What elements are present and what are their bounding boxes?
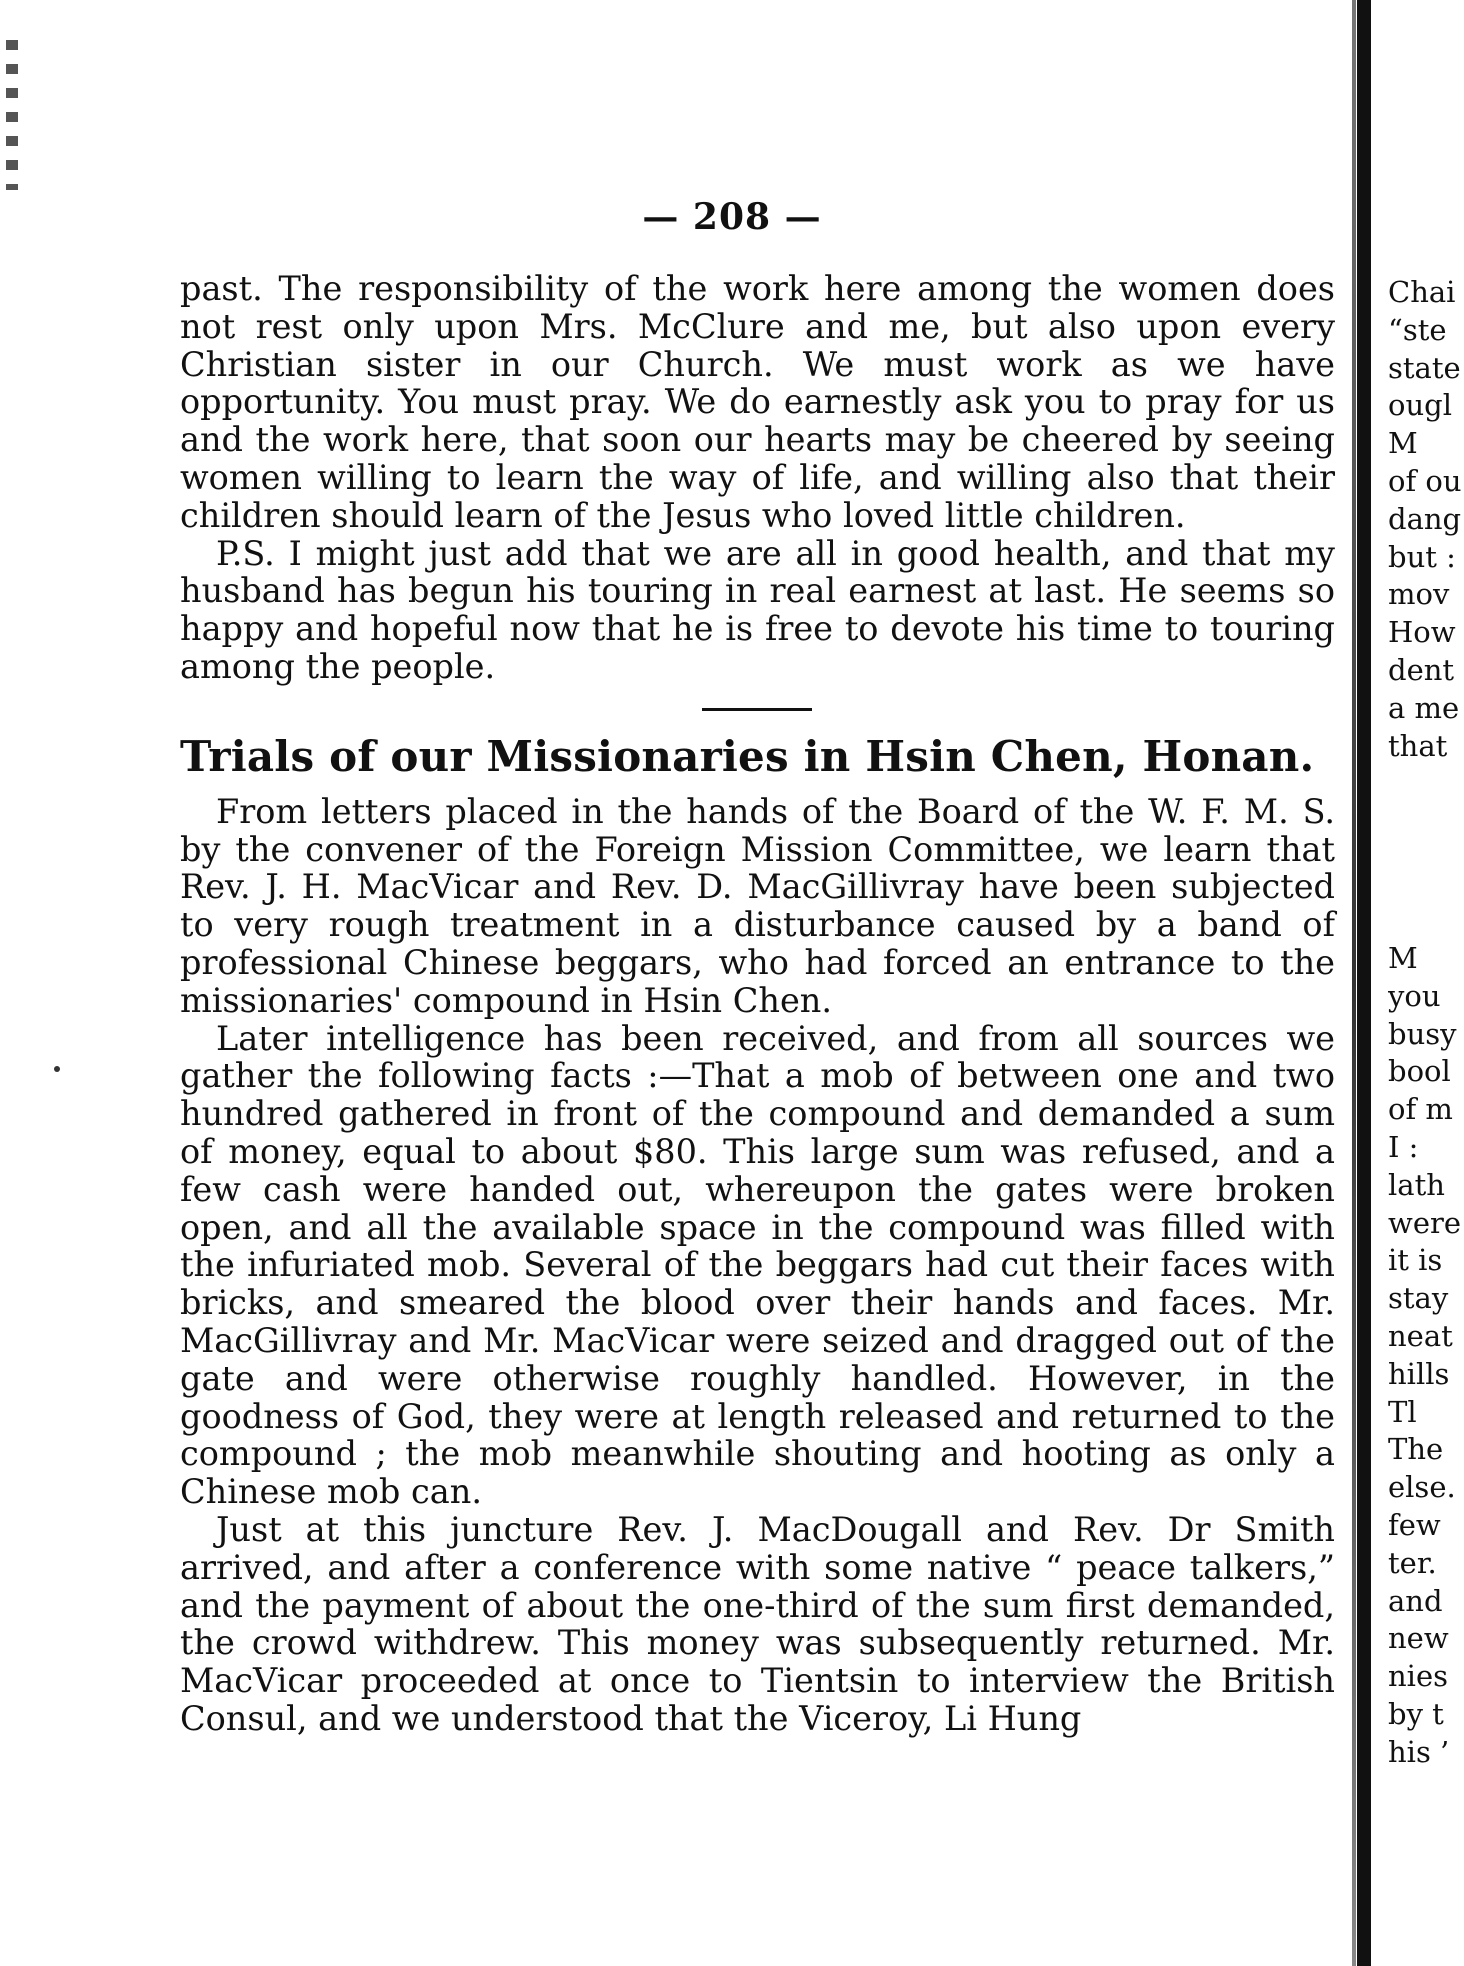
adjacent-line: The <box>1388 1432 1444 1467</box>
adjacent-page-fragment-bottom <box>1388 940 1464 1772</box>
adjacent-line: but : <box>1388 539 1456 574</box>
paragraph-letters: From letters placed in the hands of the Board of the W. F. M. S. by the convener of the Foreign Mission Committee, we learn that Rev. J. H. MacVicar and Rev. D. MacGillivray have been subjected to very rough treatment in a disturbance caused by a band of professional Chinese beggars, who had forced an entrance to the missionaries' compound in Hsin Chen. <box>180 791 1335 1020</box>
adjacent-line: ter. <box>1388 1545 1437 1580</box>
adjacent-line: Chai <box>1388 275 1456 309</box>
adjacent-line: his ’ <box>1388 1734 1450 1769</box>
binding-shadow <box>1352 0 1356 1966</box>
adjacent-line: else. <box>1388 1470 1456 1505</box>
adjacent-line: How <box>1388 615 1456 650</box>
article-heading: Trials of our Missionaries in Hsin Chen, Honan. <box>180 731 1315 781</box>
adjacent-line: Tl <box>1388 1394 1417 1429</box>
adjacent-line: neat <box>1388 1318 1453 1353</box>
paragraph-postscript: P.S. I might just add that we are all in good health, and that my husband has begun his touring in real earnest at last. He seems so happy and hopeful now that he is free to devote his time to touring among the people. <box>180 533 1335 686</box>
adjacent-line: it is <box>1388 1243 1443 1278</box>
adjacent-line: M <box>1388 941 1418 975</box>
page-number: — 208 — <box>642 196 822 238</box>
left-margin-marks <box>6 40 18 190</box>
adjacent-line: I : <box>1388 1129 1419 1164</box>
adjacent-line: and <box>1388 1583 1443 1618</box>
adjacent-line: “ste <box>1388 312 1447 347</box>
adjacent-line: new <box>1388 1621 1449 1656</box>
adjacent-line: few <box>1388 1507 1441 1542</box>
adjacent-line: M <box>1388 426 1418 461</box>
adjacent-line: dang <box>1388 501 1462 536</box>
adjacent-line: a me <box>1388 690 1460 725</box>
margin-speck <box>54 1066 60 1072</box>
adjacent-line: hills <box>1388 1356 1450 1391</box>
paragraph-juncture: Just at this juncture Rev. J. MacDougall and Rev. Dr Smith arrived, and after a conference with some native “ peace talkers,” and the payment of about the one-third of the sum first demanded, the crowd withdrew. This money was subsequently returned. Mr. MacVicar proceeded at once to Tientsin to interview the British Consul, and we understood that the Viceroy, Li Hung <box>180 1509 1335 1738</box>
adjacent-page-fragment-top <box>1388 274 1464 765</box>
adjacent-line: that <box>1388 728 1448 763</box>
adjacent-line: of ou <box>1388 463 1462 498</box>
adjacent-line: stay <box>1388 1281 1449 1316</box>
binding-gutter <box>1357 0 1371 1966</box>
adjacent-line: nies <box>1388 1659 1448 1694</box>
adjacent-line: you <box>1388 978 1441 1013</box>
adjacent-line: bool <box>1388 1054 1451 1089</box>
adjacent-line: state <box>1388 350 1461 385</box>
section-divider <box>702 708 812 711</box>
adjacent-line: lath <box>1388 1167 1445 1202</box>
main-text-column <box>180 270 1335 1738</box>
paragraph-intelligence: Later intelligence has been received, and from all sources we gather the following facts :—That a mob of between one and two hundred gathered in front of the compound and demanded a sum of money, equal to about $80. This large sum was refused, and a few cash were handed out, whereupon the gates were broken open, and all the available space in the compound was filled with the infuriated mob. Several of the beggars had cut their faces with bricks, and smeared the blood over their hands and faces. Mr. MacGillivray and Mr. MacVicar were seized and dragged out of the gate and were otherwise roughly handled. However, in the goodness of God, they were at length released and returned to the compound ; the mob meanwhile shouting and hooting as only a Chinese mob can. <box>180 1018 1335 1512</box>
paragraph-continuation: past. The responsibility of the work here among the women does not rest only upon Mrs. McClure and me, but also upon every Christian sister in our Church. We must work as we have opportunity. You must pray. We do earnestly ask you to pray for us and the work here, that soon our hearts may be cheered by seeing women willing to learn the way of life, and willing also that their children should learn of the Jesus who loved little children. <box>180 269 1335 535</box>
adjacent-line: ougl <box>1388 388 1452 423</box>
adjacent-line: of m <box>1388 1092 1453 1127</box>
adjacent-line: mov <box>1388 577 1450 612</box>
adjacent-line: by t <box>1388 1696 1444 1731</box>
adjacent-line: busy <box>1388 1016 1457 1051</box>
adjacent-line: were <box>1388 1205 1462 1240</box>
adjacent-line: dent <box>1388 652 1455 687</box>
